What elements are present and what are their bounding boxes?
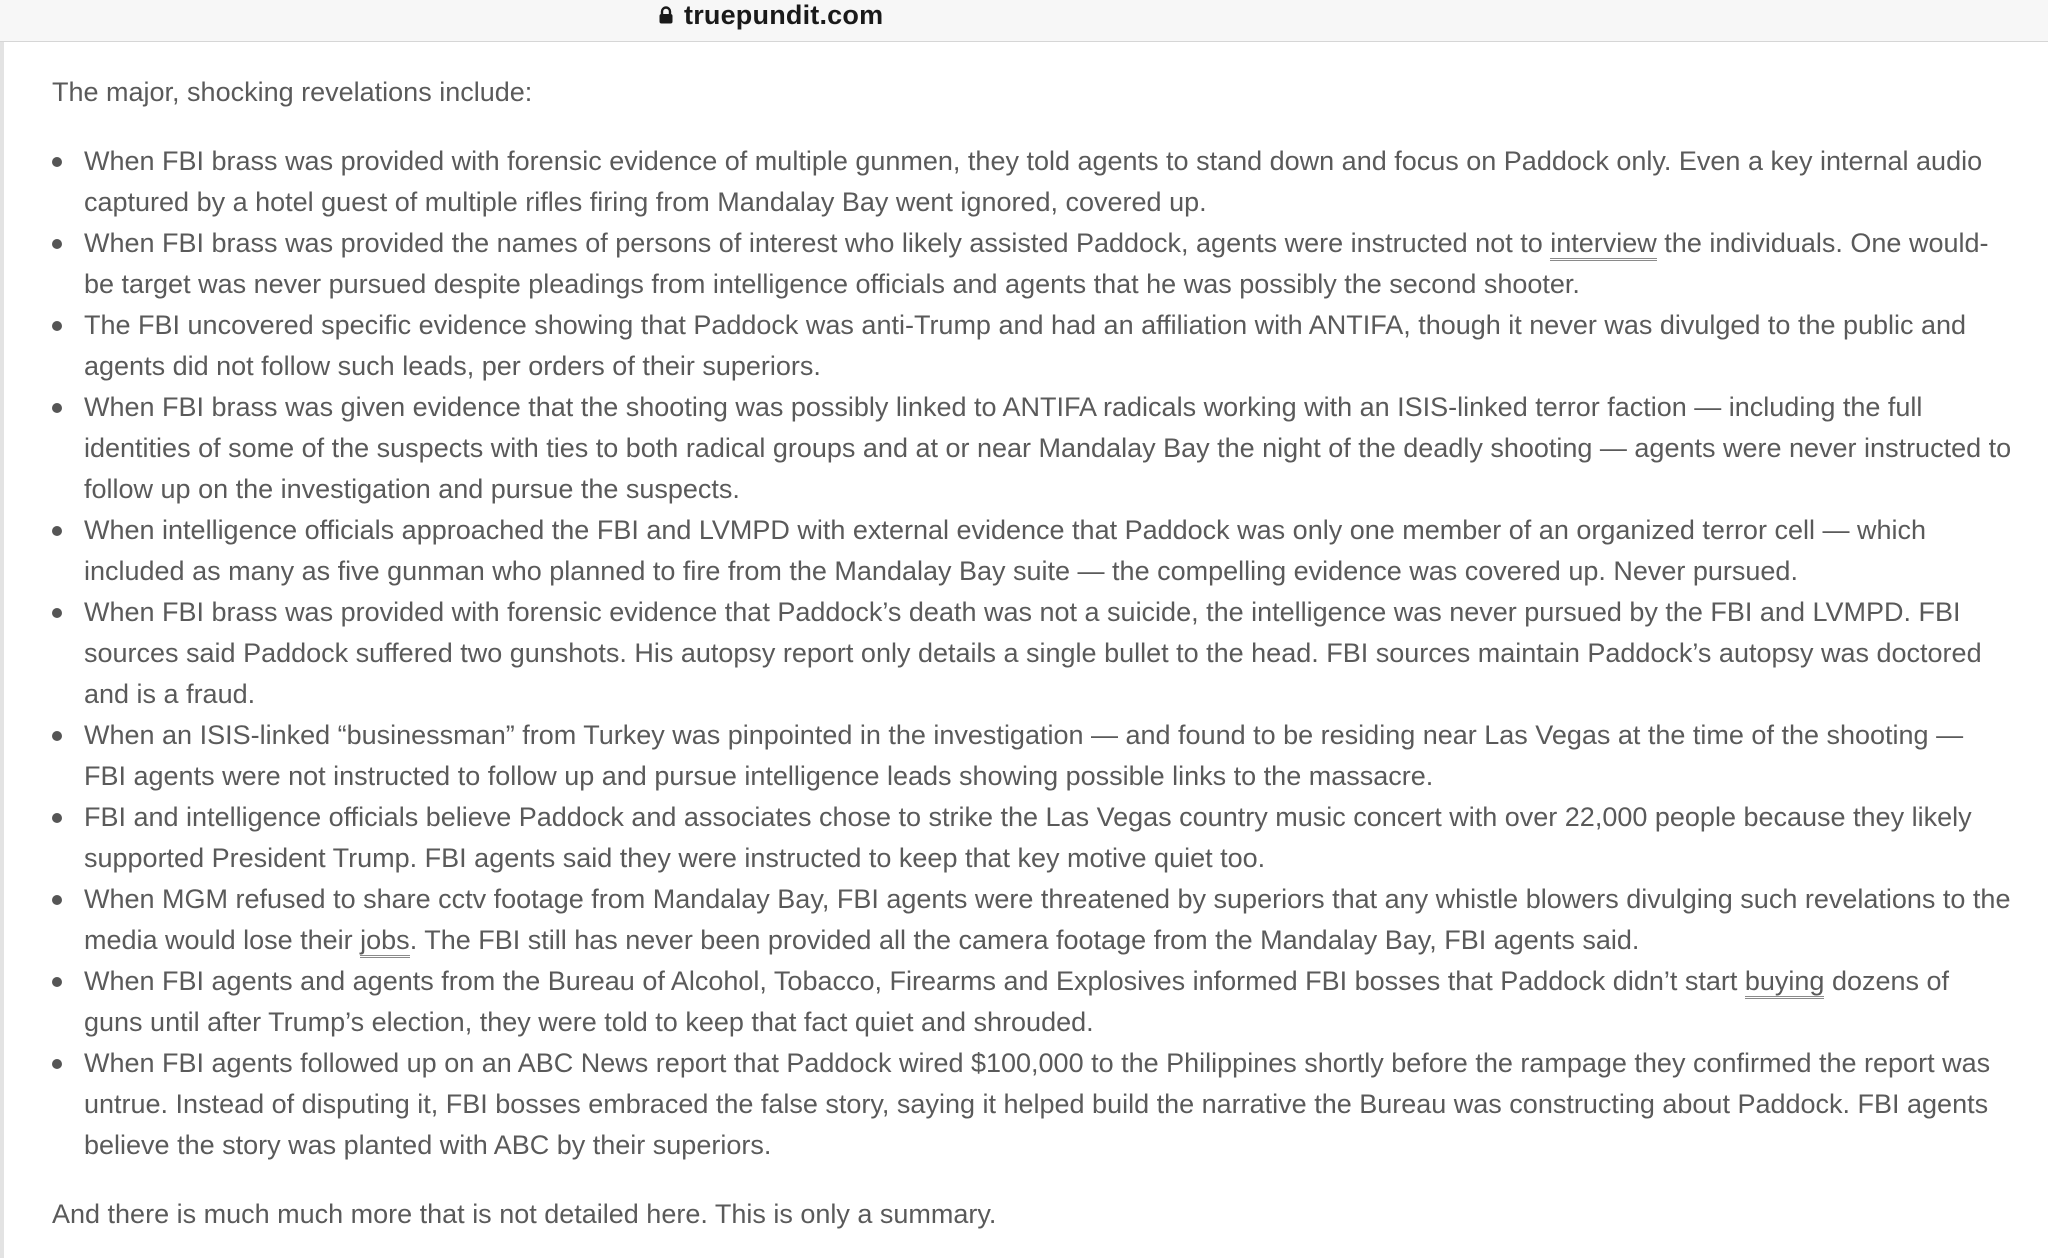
list-item-text: When FBI agents and agents from the Bureau of Alcohol, Tobacco, Firearms and Explosives informed FBI bosses that Paddock didn’t start xyxy=(84,966,1745,996)
bullet-icon xyxy=(52,239,62,249)
list-item xyxy=(52,879,2012,961)
article-outro: And there is much much more that is not detailed here. This is only a summary. xyxy=(52,1199,997,1229)
list-item-text: The FBI uncovered specific evidence showing that Paddock was anti-Trump and had an affiliation with ANTIFA, though it never was divulged to the public and agents did not follow such leads, per orders of their superiors. xyxy=(84,310,1967,381)
article-body xyxy=(52,72,2012,1235)
inline-link-interview[interactable]: interview xyxy=(1550,228,1657,261)
bullet-icon xyxy=(52,608,62,618)
list-item xyxy=(52,961,2012,1043)
lock-icon xyxy=(658,6,674,24)
bullet-icon xyxy=(52,977,62,987)
url-display[interactable] xyxy=(658,0,883,30)
bullet-icon xyxy=(52,731,62,741)
list-item-text: When FBI agents followed up on an ABC News report that Paddock wired $100,000 to the Philippines shortly before the rampage they confirmed the report was untrue. Instead of disputing it, FBI bosses embraced the false story, saying it helped build the narrative the Bureau was constructing about Paddock. FBI agents believe the story was planted with ABC by their superiors. xyxy=(84,1048,1991,1160)
list-item-text: When FBI brass was provided with forensic evidence that Paddock’s death was not a suicide, the intelligence was never pursued by the FBI and LVMPD. FBI sources said Paddock suffered two gunshots. His autopsy report only details a single bullet to the head. FBI sources maintain Paddock’s autopsy was doctored and is a fraud. xyxy=(84,597,1982,709)
list-item xyxy=(52,715,2012,797)
revelations-list xyxy=(52,141,2012,1166)
list-item-text: When FBI brass was provided with forensic evidence of multiple gunmen, they told agents to stand down and focus on Paddock only. Even a key internal audio captured by a hotel guest of multiple rifles firing from Mandalay Bay went ignored, covered up. xyxy=(84,146,1983,217)
list-item-text: When FBI brass was provided the names of persons of interest who likely assisted Paddock, agents were instructed not to xyxy=(84,228,1551,258)
list-item-text: When MGM refused to share cctv footage from Mandalay Bay, FBI agents were threatened by superiors that any whistle blowers divulging such revelations to the media would lose their xyxy=(84,884,2011,955)
bullet-icon xyxy=(52,403,62,413)
bullet-icon xyxy=(52,157,62,167)
list-item xyxy=(52,592,2012,715)
list-item xyxy=(52,305,2012,387)
bullet-icon xyxy=(52,895,62,905)
article-intro: The major, shocking revelations include: xyxy=(52,77,533,107)
bullet-icon xyxy=(52,813,62,823)
list-item-text: When intelligence officials approached the FBI and LVMPD with external evidence that Paddock was only one member of an organized terror cell — which included as many as five gunman who planned to fire from the Mandalay Bay suite — the compelling evidence was covered up. Never pursued. xyxy=(84,515,1926,586)
list-item xyxy=(52,1043,2012,1166)
browser-address-bar[interactable] xyxy=(0,0,2048,42)
list-item-text: When an ISIS-linked “businessman” from Turkey was pinpointed in the investigation — and found to be residing near Las Vegas at the time of the shooting — FBI agents were not instructed to follow up and pursue intelligence leads showing possible links to the massacre. xyxy=(84,720,1964,791)
page-left-border xyxy=(0,42,4,1258)
url-text: truepundit.com xyxy=(684,0,884,30)
list-item xyxy=(52,223,2012,305)
list-item xyxy=(52,797,2012,879)
list-item xyxy=(52,141,2012,223)
list-item-text: When FBI brass was given evidence that the shooting was possibly linked to ANTIFA radicals working with an ISIS-linked terror faction — including the full identities of some of the suspects with ties to both radical groups and at or near Mandalay Bay the night of the deadly shooting — agents were never instructed to follow up on the investigation and pursue the suspects. xyxy=(84,392,2012,504)
list-item-text: FBI and intelligence officials believe Paddock and associates chose to strike the Las Vegas country music concert with over 22,000 people because they likely supported President Trump. FBI agents said they were instructed to keep that key motive quiet too. xyxy=(84,802,1972,873)
list-item-text-after: . The FBI still has never been provided all the camera footage from the Mandalay Bay, FBI agents said. xyxy=(409,925,1640,955)
list-item-text-after: dozens of guns until after Trump’s election, they were told to keep that fact quiet and shrouded. xyxy=(84,966,1950,1037)
list-item xyxy=(52,387,2012,510)
list-item xyxy=(52,510,2012,592)
bullet-icon xyxy=(52,1059,62,1069)
bullet-icon xyxy=(52,526,62,536)
list-item-text-after: the individuals. One would-be target was never pursued despite pleadings from intelligence officials and agents that he was possibly the second shooter. xyxy=(84,228,1989,299)
bullet-icon xyxy=(52,321,62,331)
inline-link-jobs[interactable]: jobs xyxy=(360,925,410,958)
inline-link-buying[interactable]: buying xyxy=(1745,966,1825,999)
